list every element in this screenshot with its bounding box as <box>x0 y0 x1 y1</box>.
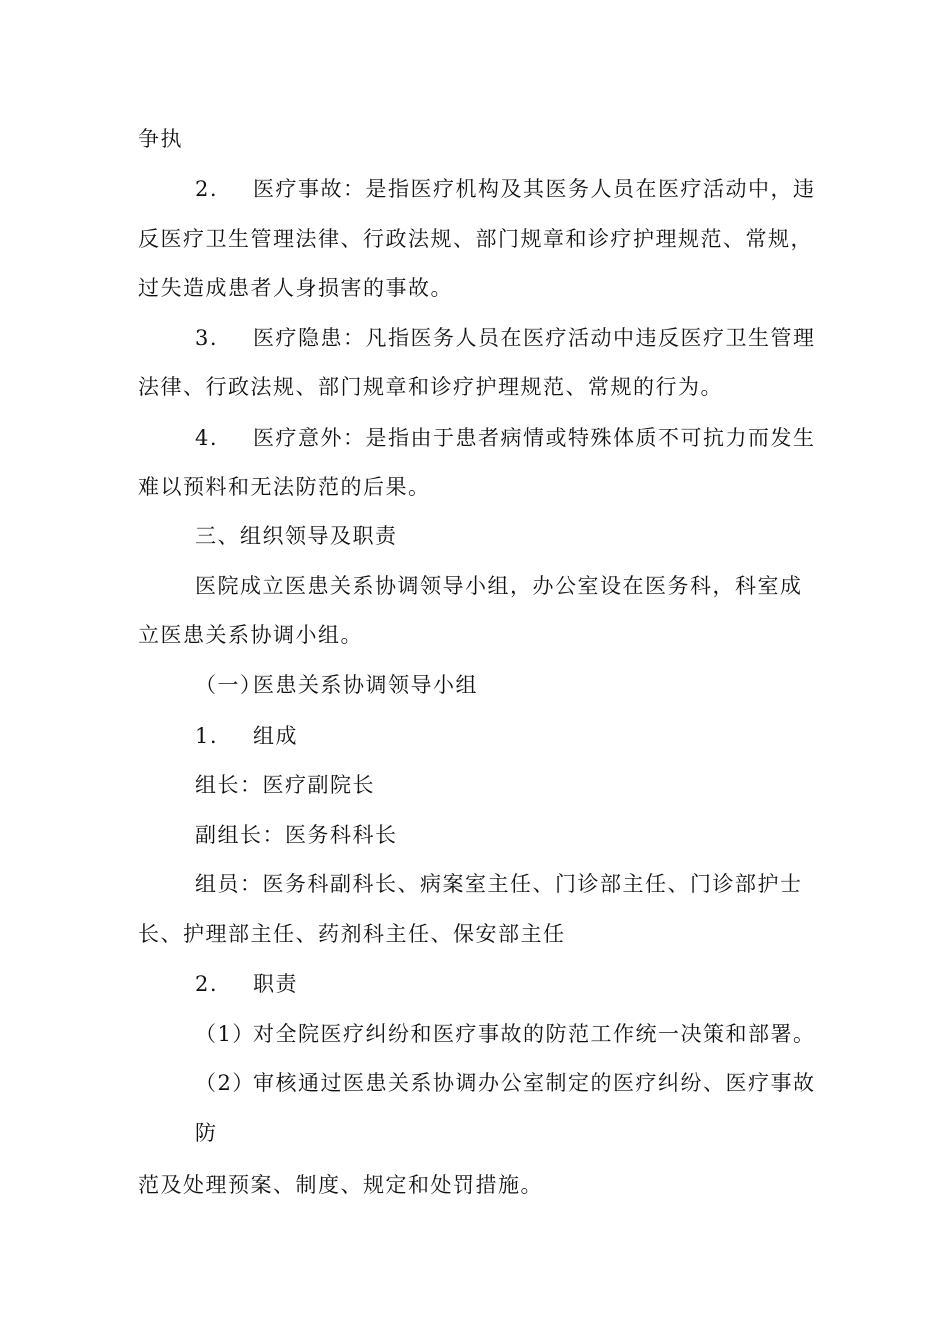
item-2-line-1 <box>195 174 885 204</box>
item-text: 医疗隐患：凡指医务人员在医疗活动中违反医疗卫生管理 <box>253 326 816 350</box>
members-line-2: 长、护理部主任、药剂科主任、保安部主任 <box>138 922 566 946</box>
subsection-number: （一） <box>195 673 263 697</box>
item-number: 4. <box>195 426 219 450</box>
item-number: 3. <box>195 326 219 350</box>
section-heading: 三、组织领导及职责 <box>195 524 398 548</box>
item-2-line-2: 反医疗卫生管理法律、行政法规、部门规章和诊疗护理规范、常规， <box>138 227 813 251</box>
item-3-line-1 <box>195 323 885 353</box>
item-text: 组成 <box>253 724 298 748</box>
duty-2-line-3: 范及处理预案、制度、规定和处罚措施。 <box>138 1173 543 1197</box>
item-text: 医疗事故：是指医疗机构及其医务人员在医疗活动中，违 <box>253 177 816 201</box>
leader-line: 组长：医疗副院长 <box>195 773 375 797</box>
duty-text: 对全院医疗纠纷和医疗事故的防范工作统一决策和部署。 <box>253 1022 816 1046</box>
sub-item-2 <box>195 969 885 999</box>
item-number: 2. <box>195 972 219 996</box>
duty-2-line-1 <box>195 1068 885 1098</box>
paragraph-line-1: 医院成立医患关系协调领导小组，办公室设在医务科，科室成 <box>195 574 803 598</box>
members-line-1: 组员：医务科副科长、病案室主任、门诊部主任、门诊部护士 <box>195 872 803 896</box>
sub-item-1 <box>195 721 885 751</box>
item-4-line-1 <box>195 423 885 453</box>
item-4-line-2: 难以预料和无法防范的后果。 <box>138 475 431 499</box>
paragraph-line-2: 立医患关系协调小组。 <box>138 623 363 647</box>
subsection-text: 医患关系协调领导小组 <box>253 673 478 697</box>
item-text: 医疗意外：是指由于患者病情或特殊体质不可抗力而发生 <box>253 426 816 450</box>
item-2-line-3: 过失造成患者人身损害的事故。 <box>138 276 453 300</box>
subsection-heading <box>195 670 885 700</box>
duty-1 <box>195 1019 885 1049</box>
duty-2-line-2: 防 <box>195 1121 218 1145</box>
duty-text: 审核通过医患关系协调办公室制定的医疗纠纷、医疗事故 <box>253 1071 816 1095</box>
deputy-leader-line: 副组长：医务科科长 <box>195 823 398 847</box>
item-3-line-2: 法律、行政法规、部门规章和诊疗护理规范、常规的行为。 <box>138 375 723 399</box>
text-line-1: 争执 <box>138 127 183 151</box>
duty-number: （1） <box>195 1022 255 1046</box>
item-number: 1. <box>195 724 219 748</box>
item-text: 职责 <box>253 972 298 996</box>
duty-number: （2） <box>195 1071 255 1095</box>
item-number: 2. <box>195 177 219 201</box>
